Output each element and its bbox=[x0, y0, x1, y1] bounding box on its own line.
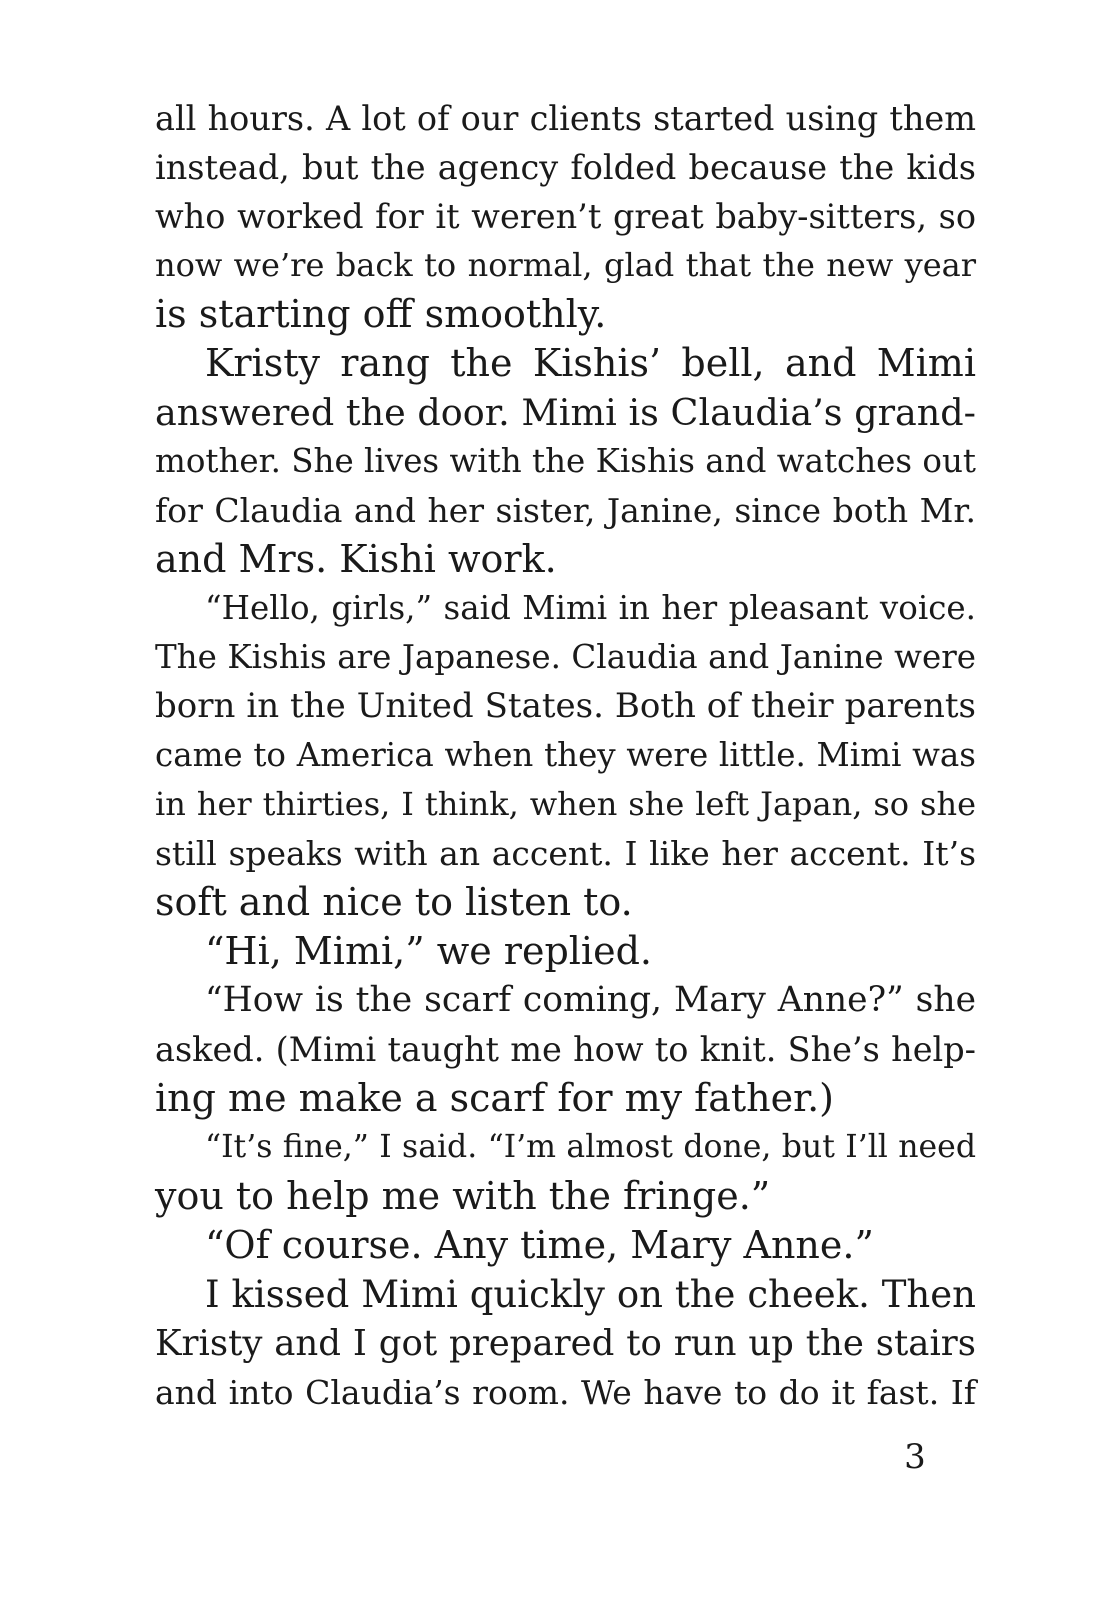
text-line: “Hi, Mimi,” we replied. bbox=[205, 929, 652, 973]
text-line: “Hello, girls,” said Mimi in her pleasant voice. bbox=[205, 589, 976, 627]
text-line: still speaks with an accent. I like her accent. It’s bbox=[155, 834, 976, 873]
text-line: Kristy and I got prepared to run up the stairs bbox=[155, 1323, 976, 1364]
text-line: asked. (Mimi taught me how to knit. She’s help- bbox=[155, 1030, 976, 1069]
text-line: soft and nice to listen to. bbox=[155, 880, 633, 924]
text-line: all hours. A lot of our clients started using them bbox=[155, 99, 976, 138]
text-line: “Of course. Any time, Mary Anne.” bbox=[205, 1223, 874, 1267]
text-line: is starting off smoothly. bbox=[155, 292, 607, 336]
text-line: “How is the scarf coming, Mary Anne?” she bbox=[205, 980, 976, 1020]
text-line: and Mrs. Kishi work. bbox=[155, 537, 557, 581]
text-line: born in the United States. Both of their parents bbox=[155, 686, 976, 726]
text-line: who worked for it weren’t great baby-sitters, so bbox=[155, 197, 976, 236]
text-line: answered the door. Mimi is Claudia’s grand- bbox=[155, 391, 976, 434]
text-line: I kissed Mimi quickly on the cheek. Then bbox=[205, 1273, 976, 1316]
text-line: instead, but the agency folded because the kids bbox=[155, 148, 976, 187]
text-line: The Kishis are Japanese. Claudia and Janine were bbox=[155, 638, 976, 676]
text-line: Kristy rang the Kishis’ bell, and Mimi bbox=[205, 341, 976, 385]
text-line: ing me make a scarf for my father.) bbox=[155, 1076, 835, 1120]
text-line: in her thirties, I think, when she left Japan, so she bbox=[155, 785, 976, 823]
body-text bbox=[155, 94, 976, 1417]
text-line: mother. She lives with the Kishis and watches out bbox=[155, 442, 976, 480]
page-number: 3 bbox=[904, 1437, 926, 1477]
text-line: came to America when they were little. Mimi was bbox=[155, 736, 976, 774]
text-line: you to help me with the fringe.” bbox=[155, 1174, 771, 1218]
text-line: now we’re back to normal, glad that the new year bbox=[155, 246, 976, 284]
text-line: “It’s fine,” I said. “I’m almost done, but I’ll need bbox=[205, 1129, 976, 1165]
text-line: and into Claudia’s room. We have to do it fast. If bbox=[155, 1373, 976, 1412]
text-line: for Claudia and her sister, Janine, since both Mr. bbox=[155, 491, 976, 530]
